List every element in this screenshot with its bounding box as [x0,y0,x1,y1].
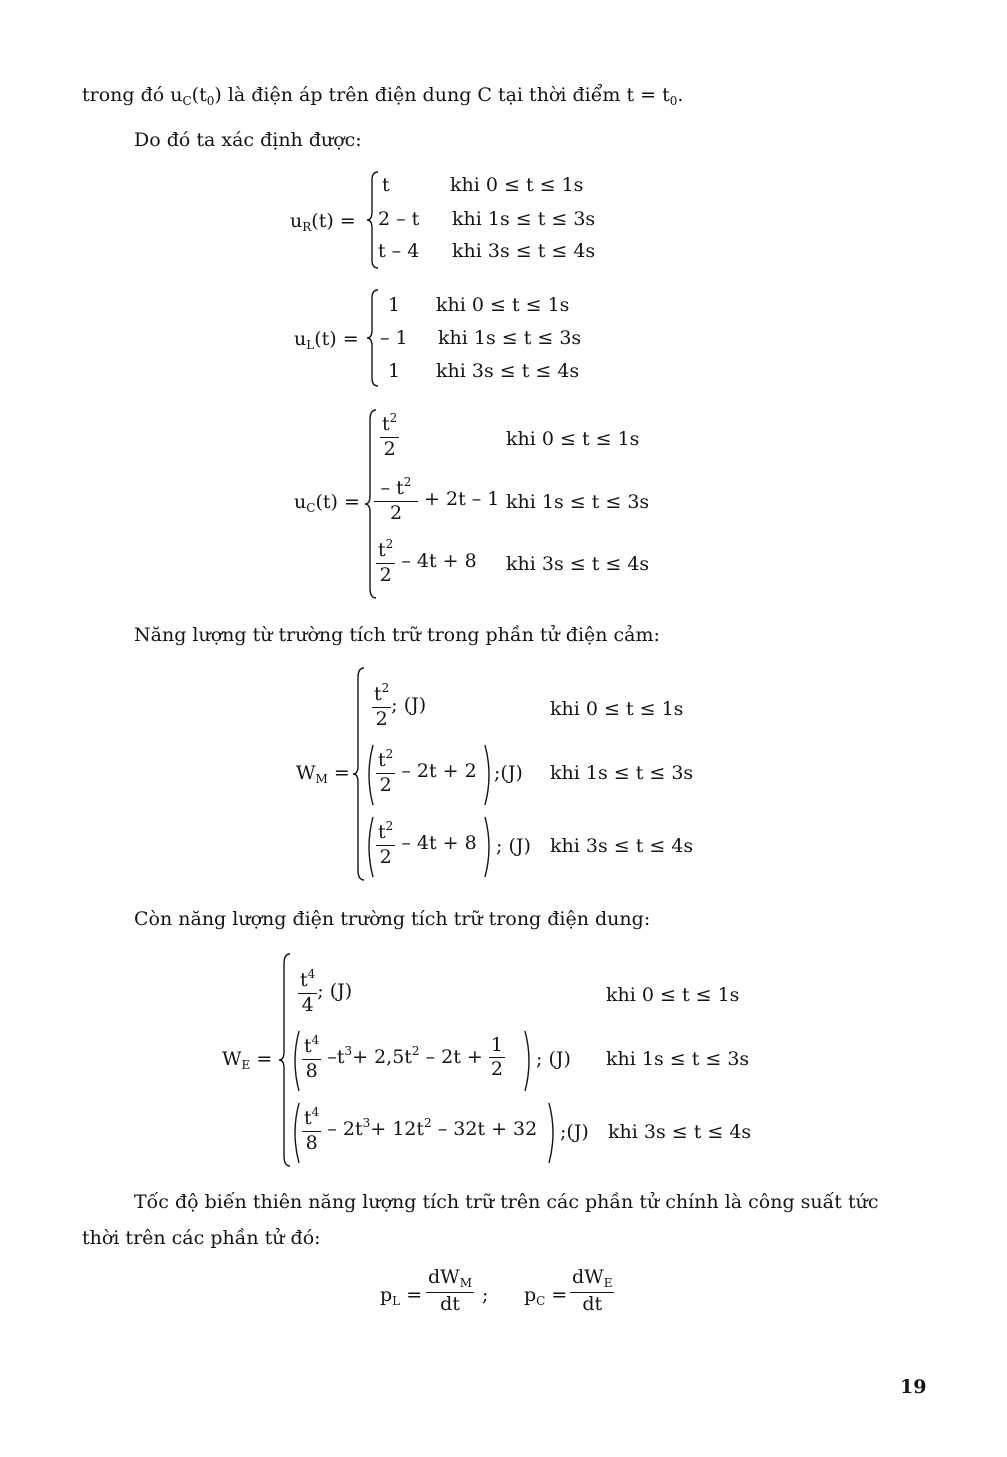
WE-row2-right-paren [524,1030,534,1092]
equation-uL [294,288,594,388]
uL-row1-cond: khi 0 ≤ t ≤ 1s [436,294,570,316]
WE-row1-expr: $\frac{t^4}{4}$ ; (J) [300,967,353,1016]
WE-row3-expr: $\frac{t^4}{8}$ – $2t^3+ 12t^2 - 32t + 32$ [304,1105,538,1154]
WM-row2-left-paren [364,744,374,806]
uR-row2-expr: 2 – t [378,208,420,230]
uL-row2-cond: khi 1s ≤ t ≤ 3s [438,327,582,349]
equation-WM [296,666,696,882]
uL-row1-expr: 1 [388,294,401,316]
power-separator: ; [482,1284,489,1306]
WE-row1-cond: khi 0 ≤ t ≤ 1s [606,984,740,1006]
WM-row2-expr: $\frac{t^2}{2}$ – 2t + 2 [378,747,477,796]
power-text-line-1: Tốc độ biến thiên năng lượng tích trữ trên các phần tử chính là công suất tức [134,1191,879,1213]
uR-row3-expr: t – 4 [378,240,420,262]
WE-row3-unit: ;(J) [560,1121,589,1143]
WM-row3-right-paren [484,816,494,878]
uL-brace [366,288,380,388]
uC-row1-frac: $\frac{t^2}{2}$ [382,411,398,460]
WE-row2-expr: $\frac{t^4}{8}$ $-t^3+ 2,5t^2 - 2t$ + $\frac{1}{2}$ [304,1033,503,1082]
pL-lhs: $p_L$ = [380,1284,423,1308]
WM-lhs: $W_M$ = [296,762,350,786]
uR-row1-cond: khi 0 ≤ t ≤ 1s [450,174,584,196]
uL-row2-expr: – 1 [380,327,408,349]
intro-line-2: Do đó ta xác định được: [134,129,362,151]
power-text-line-2: thời trên các phần tử đó: [82,1227,321,1249]
uC-row2-expr: $\frac{- t^2}{2}$ + 2t – 1 [374,476,499,524]
WM-row3-expr: $\frac{t^2}{2}$ – 4t + 8 [378,819,477,868]
pC-lhs: $p_C$ = [524,1284,568,1308]
page-number: 19 [900,1376,927,1398]
uL-row3-expr: 1 [388,360,401,382]
WM-row2-cond: khi 1s ≤ t ≤ 3s [550,762,694,784]
WE-row2-unit: ; (J) [536,1048,571,1070]
uC-row1-cond: khi 0 ≤ t ≤ 1s [506,428,640,450]
uR-row2-cond: khi 1s ≤ t ≤ 3s [452,208,596,230]
WM-row2-unit: ;(J) [494,762,523,784]
WE-lhs: $W_E$ = [222,1048,273,1072]
WM-row1-expr: $\frac{t^2}{2}$ ; (J) [374,681,427,730]
WE-row2-left-paren [290,1030,300,1092]
equation-WE [222,952,762,1168]
uL-row3-cond: khi 3s ≤ t ≤ 4s [436,360,580,382]
equation-uR [290,170,610,270]
uL-lhs: $u_L(t)$ = [294,328,359,352]
pL-frac: $\frac{dW_M}{dt}$ [428,1266,472,1315]
uC-lhs: $u_C(t)$ = [294,491,360,515]
pC-frac: $\frac{dW_E}{dt}$ [572,1266,613,1315]
electric-energy-heading: Còn năng lượng điện trường tích trữ trong điện dung: [134,908,651,930]
WM-row3-cond: khi 3s ≤ t ≤ 4s [550,835,694,857]
equation-uC [294,408,654,600]
WE-row3-right-paren [548,1102,558,1164]
uC-row3-cond: khi 3s ≤ t ≤ 4s [506,553,650,575]
equation-power [380,1268,640,1328]
uR-lhs: $u_R(t)$ = [290,210,356,234]
WM-row1-cond: khi 0 ≤ t ≤ 1s [550,698,684,720]
uR-row3-cond: khi 3s ≤ t ≤ 4s [452,240,596,262]
intro-line-1: trong đó $u_C(t_0)$ là điện áp trên điện dung C tại thời điểm $t = t_0$. [82,84,684,108]
uC-row2-cond: khi 1s ≤ t ≤ 3s [506,491,650,513]
WM-row3-left-paren [364,816,374,878]
uR-row1-expr: t [382,174,390,196]
uC-row3-expr: $\frac{t^2}{2}$ – 4t + 8 [378,537,477,586]
WM-row3-unit: ; (J) [496,835,531,857]
WE-row2-cond: khi 1s ≤ t ≤ 3s [606,1048,750,1070]
WM-row2-right-paren [484,744,494,806]
magnetic-energy-heading: Năng lượng từ trường tích trữ trong phần tử điện cảm: [134,624,660,646]
WE-row3-cond: khi 3s ≤ t ≤ 4s [608,1121,752,1143]
WE-row3-left-paren [290,1102,300,1164]
